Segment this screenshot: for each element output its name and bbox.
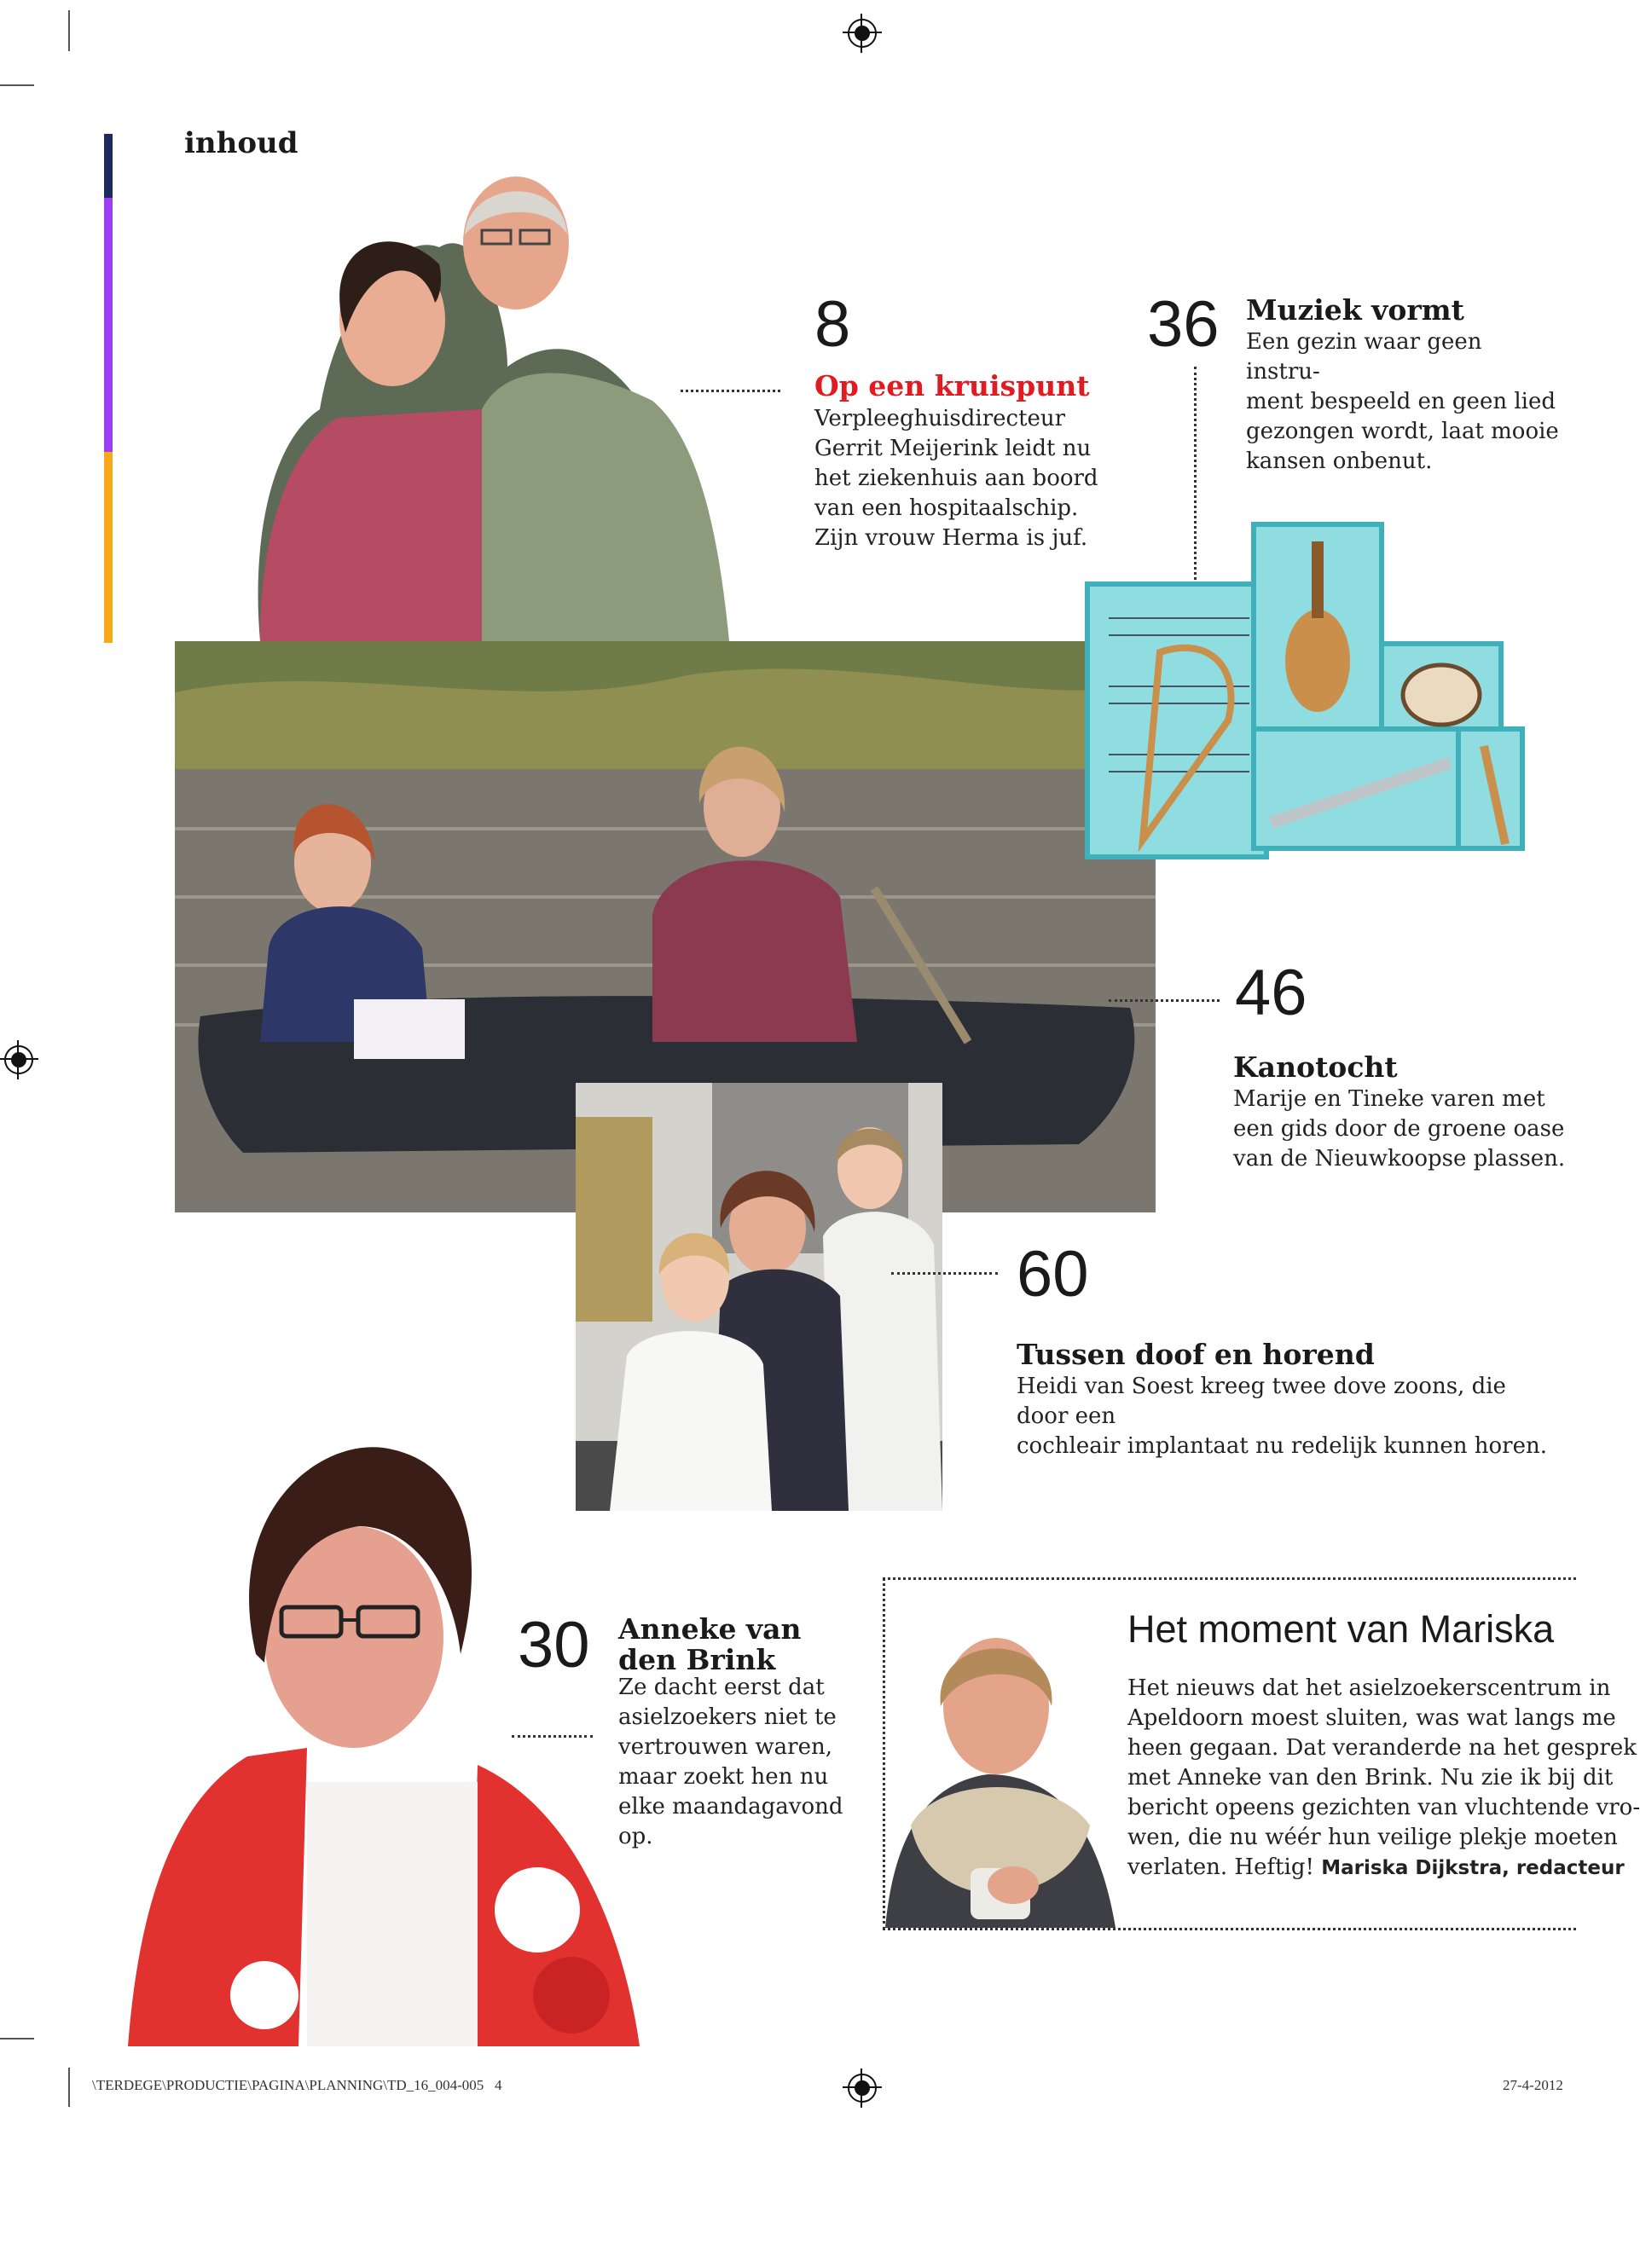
article-60-leader bbox=[891, 1272, 998, 1275]
color-bar-orange bbox=[104, 452, 113, 643]
crop-mark-top-left-v bbox=[68, 10, 70, 51]
article-8-leader bbox=[681, 390, 780, 392]
article-30-title-line: Anneke van bbox=[618, 1612, 802, 1646]
article-8-text-line: van een hospitaalschip. bbox=[814, 495, 1079, 521]
color-bar-navy bbox=[104, 134, 113, 198]
article-30-number: 30 bbox=[518, 1609, 590, 1681]
article-8-text-line: Verpleeghuisdirecteur bbox=[814, 406, 1066, 431]
article-46-leader bbox=[1109, 999, 1220, 1002]
article-36-leader bbox=[1194, 367, 1197, 580]
editor-box-text-line: Apeldoorn moest sluiten, was wat langs me bbox=[1127, 1705, 1616, 1731]
article-30-text bbox=[618, 1673, 849, 1852]
anneke-portrait-photo bbox=[111, 1381, 682, 2046]
article-30-text-line: asielzoekers niet te bbox=[618, 1704, 837, 1730]
article-8-text-line: Zijn vrouw Herma is juf. bbox=[814, 525, 1088, 551]
article-8-number: 8 bbox=[814, 288, 851, 361]
article-30-text-line: vertrouwen waren, bbox=[618, 1734, 833, 1760]
editor-box-text-line: bericht opeens gezichten van vluchtende vro- bbox=[1127, 1795, 1640, 1820]
editor-box-text bbox=[1127, 1674, 1640, 1883]
article-8-text bbox=[814, 404, 1104, 553]
editor-box-text-line: Het nieuws dat het asielzoekerscentrum in bbox=[1127, 1675, 1611, 1701]
article-36-text-line: kansen onbenut. bbox=[1246, 448, 1433, 474]
article-8-title[interactable]: Op een kruispunt bbox=[814, 369, 1090, 402]
footer-date: 27-4-2012 bbox=[1503, 2077, 1563, 2093]
editor-box-text-line: met Anneke van den Brink. Nu zie ik bij dit bbox=[1127, 1765, 1614, 1791]
article-60-title[interactable]: Tussen doof en horend bbox=[1017, 1338, 1375, 1371]
article-36-text-line: gezongen wordt, laat mooie bbox=[1246, 419, 1559, 444]
article-8-text-line: Gerrit Meijerink leidt nu bbox=[814, 436, 1092, 461]
article-30-text-line: Ze dacht eerst dat bbox=[618, 1675, 825, 1700]
crop-mark-top-left-h bbox=[0, 84, 34, 86]
article-30-text-line: maar zoekt hen nu bbox=[618, 1764, 829, 1790]
mariska-photo bbox=[885, 1612, 1120, 1928]
registration-mark-bottom-icon bbox=[848, 2074, 877, 2103]
article-36-text-line: ment bespeeld en geen lied bbox=[1246, 389, 1556, 414]
registration-mark-top-icon bbox=[848, 19, 877, 48]
article-46-title[interactable]: Kanotocht bbox=[1233, 1050, 1398, 1084]
editor-box-text-line: heen gegaan. Dat veranderde na het gesprek bbox=[1127, 1735, 1637, 1761]
crop-mark-bottom-left-h bbox=[0, 2038, 34, 2039]
editor-box bbox=[883, 1577, 1640, 1930]
editor-box-last-line-text: verlaten. Heftig! bbox=[1127, 1854, 1314, 1880]
article-60-text-line: Heidi van Soest kreeg twee dove zoons, die door een bbox=[1017, 1374, 1506, 1429]
article-8-text-line: het ziekenhuis aan boord bbox=[814, 466, 1098, 491]
article-36-text-line: Een gezin waar geen instru- bbox=[1246, 329, 1482, 385]
article-46-text-line: Marije en Tineke varen met bbox=[1233, 1086, 1545, 1112]
article-60-text bbox=[1017, 1372, 1562, 1461]
editor-box-last-line bbox=[1127, 1853, 1625, 1883]
registration-mark-left-icon bbox=[4, 1045, 33, 1074]
article-30-title[interactable] bbox=[618, 1614, 840, 1675]
editor-signature: Mariska Dijkstra, redacteur bbox=[1321, 1857, 1625, 1879]
editor-box-title: Het moment van Mariska bbox=[1127, 1607, 1555, 1651]
article-36-text bbox=[1246, 327, 1562, 477]
article-46-text bbox=[1233, 1085, 1566, 1174]
section-label: inhoud bbox=[184, 126, 298, 160]
article-36-number: 36 bbox=[1147, 288, 1220, 361]
color-bar-purple bbox=[104, 198, 113, 452]
article-60-text-line: cochleair implantaat nu redelijk kunnen horen. bbox=[1017, 1433, 1547, 1459]
footer-file-path: \TERDEGE\PRODUCTIE\PAGINA\PLANNING\TD_16_004-005 4 bbox=[92, 2077, 502, 2093]
article-30-leader bbox=[512, 1735, 593, 1738]
crop-mark-bottom-left-v bbox=[68, 2068, 70, 2107]
couple-photo bbox=[226, 153, 755, 641]
article-46-number: 46 bbox=[1235, 957, 1307, 1029]
article-30-text-line: elke maandagavond bbox=[618, 1794, 843, 1820]
article-46-text-line: van de Nieuwkoopse plassen. bbox=[1233, 1146, 1566, 1172]
article-60-number: 60 bbox=[1017, 1238, 1089, 1310]
article-30-title-line: den Brink bbox=[618, 1642, 776, 1676]
music-instruments-illustration bbox=[1083, 516, 1527, 857]
article-46-text-line: een gids door de groene oase bbox=[1233, 1116, 1565, 1142]
editor-box-text-line: wen, die nu wéér hun veilige plekje moeten bbox=[1127, 1825, 1618, 1850]
article-36-title[interactable]: Muziek vormt bbox=[1246, 293, 1464, 327]
article-30-text-line: op. bbox=[618, 1824, 653, 1849]
